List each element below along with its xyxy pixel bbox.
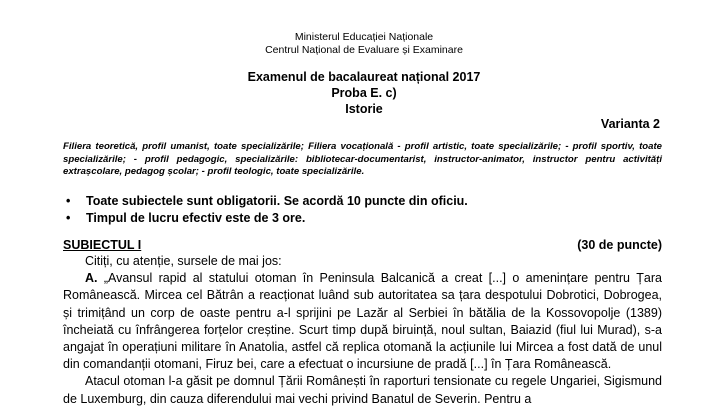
filiera-description: Filiera teoretică, profil umanist, toate specializările; Filiera vocațională - profil artistic, toate specializările; - profil sportiv, toate specializările; - profil pedagogic, specializările: bibliotecar-documentarist, instructor-animator, instructor pentru activități extrașcolare, pedagog școlar; - profil teologic, toate specializările. [63, 141, 662, 178]
source-a-paragraph [63, 270, 662, 373]
proba-title: Proba E. c) [331, 86, 397, 100]
ministry-name: Ministerul Educației Naționale [294, 31, 434, 43]
section-intro: Citiți, cu atenție, sursele de mai jos: [85, 254, 282, 268]
source-a-text: „Avansul rapid al statului otoman în Peninsula Balcanică a creat [...] o amenințare pentru Țara Românească. Mircea cel Bătrân a reacționat luând sub autoritatea sa țara despotului Dobrotici, Dobrogea, și trimițând un corp de oaste pentru a-l sprijini pe Lazăr al Serbiei în bătălia de la Kossovopolje (1389) încheiată cu înfrângerea forțelor creștine. Scurt timp după biruință, noul sultan, Baiazid (fiul lui Murad), s-a angajat în operațiuni militare în Anatolia, astfel că replica otomană la acțiunile lui Mircea a fost dată de unul din comandanții otomani, Firuz bei, care a efectuat o incursiune de pradă [...] în Țara Românească. [63, 271, 662, 372]
source-a-label: A. [85, 271, 98, 286]
section-heading [63, 238, 662, 252]
section-body [63, 253, 662, 408]
variant-label: Varianta 2 [600, 117, 660, 131]
instruction-item: • Toate subiectele sunt obligatorii. Se acordă 10 puncte din oficiu. [63, 193, 663, 210]
subject-title: Istorie [345, 102, 383, 116]
section-points: (30 de puncte) [577, 238, 662, 252]
exam-titles [0, 69, 728, 117]
evaluation-center-name: Centrul Național de Evaluare și Examinare [265, 44, 463, 56]
source-a-paragraph-2: Atacul otoman l-a găsit pe domnul Țării Românești în raporturi tensionate cu regele Ungariei, Sigismund de Luxemburg, din cauza diferendului mai vechi privind Banatul de Severin. Pentru a [63, 374, 662, 406]
section-title: SUBIECTUL I [63, 238, 142, 252]
document-header [0, 31, 728, 57]
instructions-list [63, 193, 663, 227]
exam-title: Examenul de bacalaureat național 2017 [247, 70, 481, 84]
instruction-item: • Timpul de lucru efectiv este de 3 ore. [63, 210, 663, 227]
